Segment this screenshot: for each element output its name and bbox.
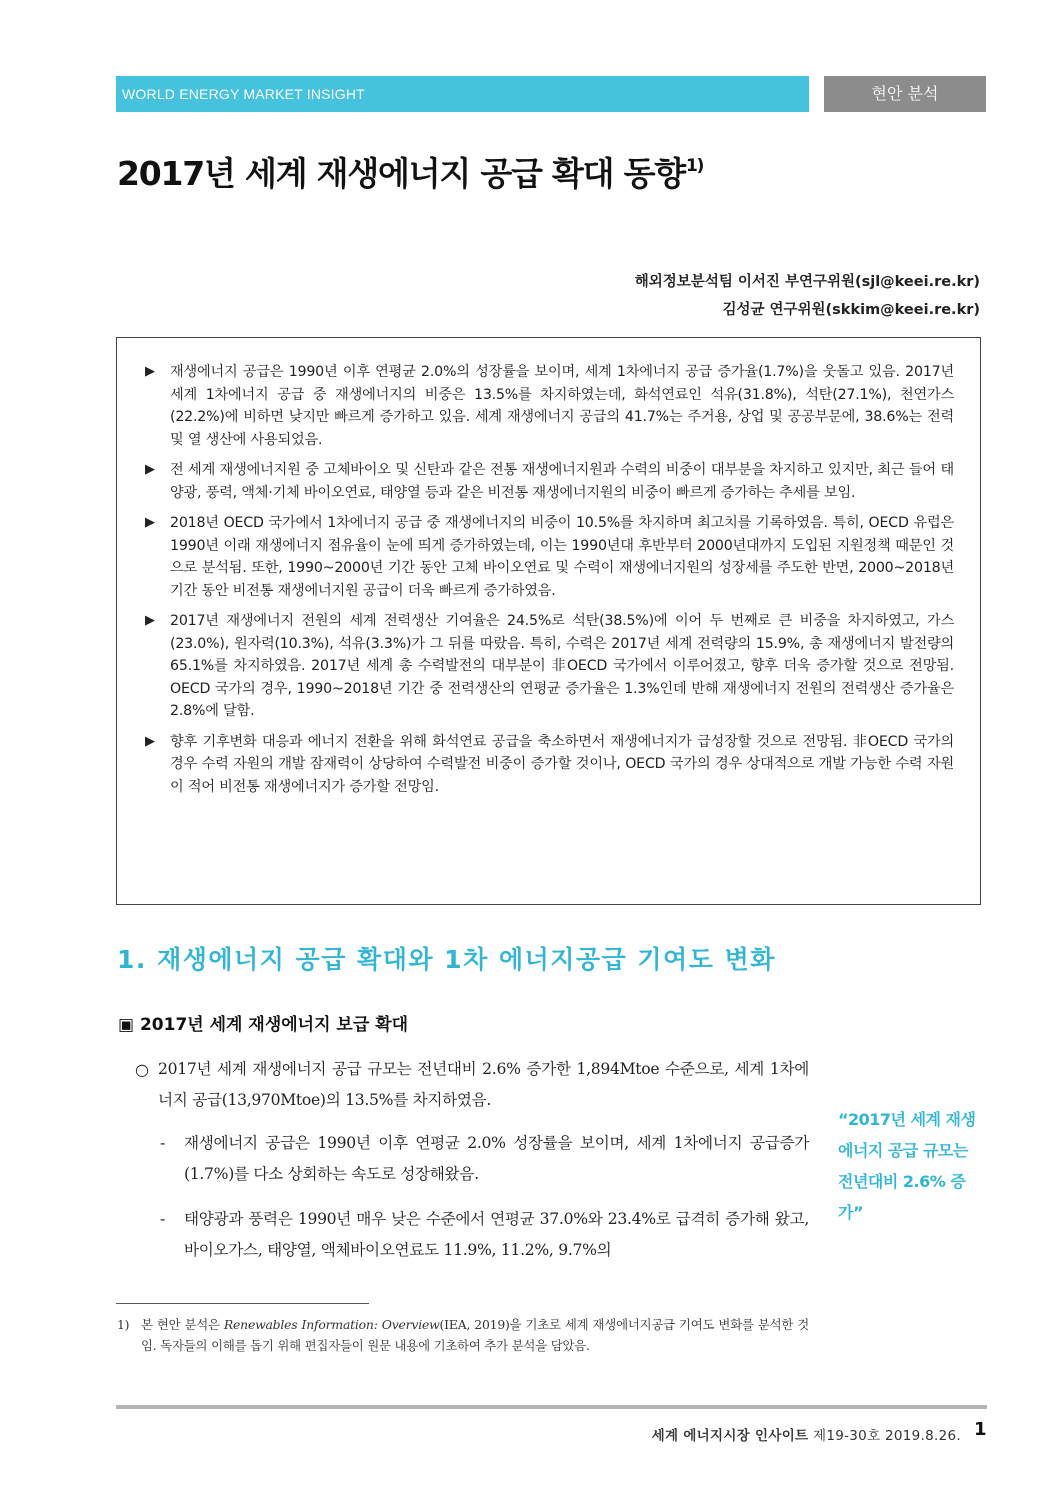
main-point <box>135 1054 809 1116</box>
series-banner <box>116 76 809 112</box>
footer-divider <box>116 1405 987 1409</box>
triangle-bullet-icon: ▶ <box>145 462 155 477</box>
page-number: 1 <box>974 1419 987 1440</box>
subsection-heading: ▣ 2017년 세계 재생에너지 보급 확대 <box>118 1015 409 1035</box>
footnote-divider <box>116 1303 369 1304</box>
category-label: 현안 분석 <box>871 84 939 103</box>
dash-bullet: - <box>160 1134 165 1152</box>
title-footnote-mark: 1) <box>685 156 704 176</box>
triangle-bullet-icon: ▶ <box>145 515 155 530</box>
footnote-source-title: Renewables Information: Overview <box>223 1317 440 1332</box>
sub-point-text: 태양광과 풍력은 1990년 매우 낮은 수준에서 연평균 37.0%와 23.4%로 급격히 증가해 왔고, 바이오가스, 태양열, 액체바이오연료도 11.9%, 11.2%, 9.7%의 <box>184 1210 809 1259</box>
triangle-bullet-icon: ▶ <box>145 613 155 628</box>
summary-item-text: 2018년 OECD 국가에서 1차에너지 공급 중 재생에너지의 비중이 10.5%를 차지하며 최고치를 기록하였음. 특히, OECD 유럽은 1990년 이래 재생에너지 점유율이 눈에 띄게 증가하였는데, 이는 1990년대 후반부터 2000년대까지 도입된 지원정책 때문인 것으로 분석됨. 또한, 1990~2000년 기간 동안 고체 바이오연료 및 수력이 재생에너지원의 성장세를 주도한 반면, 2000~2018년 기간 동안 비전통 재생에너지원 공급이 더욱 빠르게 증가하였음. <box>170 515 954 599</box>
summary-item-text: 향후 기후변화 대응과 에너지 전환을 위해 화석연료 공급을 축소하면서 재생에너지가 급성장할 것으로 전망됨. 非OECD 국가의 경우 수력 자원의 개발 잠재력이 상당하여 수력발전 비중이 증가할 것이나, OECD 국가의 경우 상대적으로 개발 가능한 수력 자원이 적어 비전통 재생에너지가 증가할 전망임. <box>170 733 954 795</box>
summary-item <box>145 459 954 504</box>
summary-item <box>145 731 954 799</box>
pull-quote: “2017년 세계 재생에너지 공급 규모는 전년대비 2.6% 증가” <box>838 1110 976 1222</box>
footnote-text-after: (IEA, 2019)을 기초로 세계 재생에너지공급 기여도 변화를 분석한 것임. 독자들의 이해를 돕기 위해 편집자들이 원문 내용에 기초하여 추가 분석을 담았음. <box>141 1317 809 1353</box>
circle-bullet-icon: ○ <box>135 1060 149 1079</box>
triangle-bullet-icon: ▶ <box>145 364 155 379</box>
category-tag <box>824 76 986 112</box>
sub-point <box>160 1204 809 1266</box>
sub-point-text: 재생에너지 공급은 1990년 이후 연평균 2.0% 성장률을 보이며, 세계 1차에너지 공급증가(1.7%)를 다소 상회하는 속도로 성장해왔음. <box>184 1134 809 1183</box>
publication-name: 세계 에너지시장 인사이트 <box>651 1428 809 1444</box>
page-title <box>117 148 703 195</box>
dash-bullet: - <box>160 1210 165 1228</box>
author-line: 김성균 연구위원(skkim@keei.re.kr) <box>722 302 980 318</box>
page-footer <box>652 1424 961 1444</box>
summary-item <box>145 512 954 602</box>
summary-item <box>145 361 954 451</box>
footnote-text <box>117 1314 809 1356</box>
sub-point <box>160 1128 809 1190</box>
main-point-text: 2017년 세계 재생에너지 공급 규모는 전년대비 2.6% 증가한 1,894Mtoe 수준으로, 세계 1차에너지 공급(13,970Mtoe)의 13.5%를 차지하였음. <box>158 1060 809 1109</box>
summary-item-text: 전 세계 재생에너지원 중 고체바이오 및 신탄과 같은 전통 재생에너지원과 수력의 비중이 대부분을 차지하고 있지만, 최근 들어 태양광, 풍력, 액체·기체 바이오연료, 태양열 등과 같은 비전통 재생에너지원의 비중이 빠르게 증가하는 추세를 보임. <box>170 462 954 501</box>
section-heading: 1. 재생에너지 공급 확대와 1차 에너지공급 기여도 변화 <box>117 945 776 974</box>
footnote-text-before: 본 현안 분석은 <box>141 1317 224 1332</box>
author-line: 해외정보분석팀 이서진 부연구위원(sjl@keei.re.kr) <box>634 274 980 290</box>
footnote-mark: 1) <box>117 1317 130 1332</box>
triangle-bullet-icon: ▶ <box>145 733 155 749</box>
footnote <box>117 1314 809 1356</box>
author-list <box>635 268 980 324</box>
page-title-text: 2017년 세계 재생에너지 공급 확대 동향 <box>117 154 685 193</box>
summary-box <box>116 337 981 905</box>
summary-item <box>145 610 954 723</box>
summary-item-text: 2017년 재생에너지 전원의 세계 전력생산 기여율은 24.5%로 석탄(38.5%)에 이어 두 번째로 큰 비중을 차지하였고, 가스(23.0%), 원자력(10.3%), 석유(3.3%)가 그 뒤를 따랐음. 특히, 수력은 2017년 세계 전력량의 15.9%, 총 재생에너지 발전량의 65.1%를 차지하였음. 2017년 세계 총 수력발전의 대부분이 非OECD 국가에서 이루어졌고, 향후 더욱 증가할 것으로 전망됨. OECD 국가의 경우, 1990~2018년 기간 중 전력생산의 연평균 증가율은 1.3%인데 반해 재생에너지 전원의 전력생산 증가율은 2.8%에 달함. <box>170 613 954 719</box>
summary-item-text: 재생에너지 공급은 1990년 이후 연평균 2.0%의 성장률을 보이며, 세계 1차에너지 공급 증가율(1.7%)을 웃돌고 있음. 2017년 세계 1차에너지 공급 중 재생에너지의 비중은 13.5%를 차지하였는데, 화석연료인 석유(31.8%), 석탄(27.1%), 천연가스(22.2%)에 비하면 낮지만 빠르게 증가하고 있음. 세계 재생에너지 공급의 41.7%는 주거용, 상업 및 공공부문에, 38.6%는 전력 및 열 생산에 사용되었음. <box>170 364 954 448</box>
issue-info: 제19-30호 2019.8.26. <box>813 1428 961 1444</box>
series-title: WORLD ENERGY MARKET INSIGHT <box>122 86 365 102</box>
